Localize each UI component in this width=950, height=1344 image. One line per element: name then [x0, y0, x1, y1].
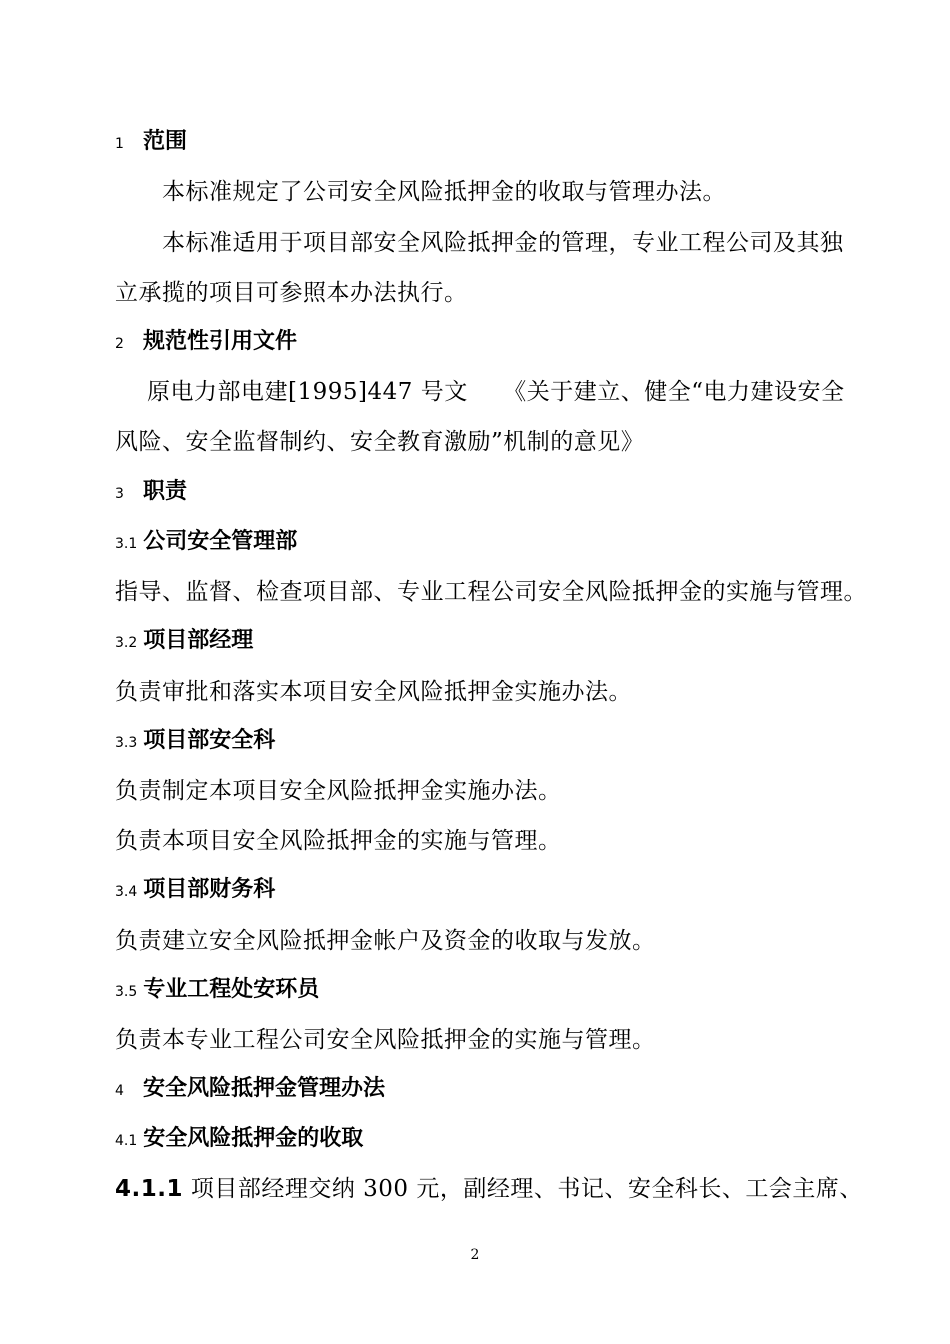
- section-title: 专业工程处安环员: [143, 977, 320, 1002]
- paragraph-continuation: 立承揽的项目可参照本办法执行。: [115, 280, 468, 306]
- paragraph: 本标准规定了公司安全风险抵押金的收取与管理办法。: [162, 179, 726, 205]
- section-title: 范围: [143, 129, 188, 154]
- section-title: 安全风险抵押金管理办法: [143, 1076, 386, 1101]
- section-number: 3.2: [115, 635, 138, 651]
- paragraph: 负责本项目安全风险抵押金的实施与管理。: [115, 828, 562, 854]
- section-1-heading: [115, 124, 187, 155]
- paragraph: 负责制定本项目安全风险抵押金实施办法。: [115, 778, 562, 804]
- section-title: 公司安全管理部: [143, 529, 298, 554]
- section-number: 4.1: [115, 1133, 138, 1149]
- paragraph: 原电力部电建[1995]447 号文 《关于建立、健全“电力建设安全: [147, 379, 845, 405]
- paragraph: 指导、监督、检查项目部、专业工程公司安全风险抵押金的实施与管理。: [115, 579, 867, 605]
- section-title: 职责: [143, 479, 188, 504]
- section-2-heading: [115, 324, 297, 355]
- paragraph-continuation: 风险、安全监督制约、安全教育激励”机制的意见》: [115, 429, 645, 455]
- clause-number: 4.1.1: [115, 1176, 183, 1202]
- section-number: 3.4: [115, 884, 138, 900]
- section-3-5-heading: [115, 972, 319, 1003]
- section-number: 3.3: [115, 735, 138, 751]
- paragraph: 本标准适用于项目部安全风险抵押金的管理，专业工程公司及其独: [162, 230, 844, 256]
- section-number: 3: [115, 486, 124, 502]
- clause-text: 项目部经理交纳 300 元，副经理、书记、安全科长、工会主席、: [190, 1176, 863, 1202]
- section-3-1-heading: [115, 524, 297, 555]
- paragraph: 负责本专业工程公司安全风险抵押金的实施与管理。: [115, 1027, 656, 1053]
- section-title: 安全风险抵押金的收取: [143, 1126, 364, 1151]
- page-number: 2: [470, 1247, 480, 1263]
- section-title: 项目部安全科: [143, 728, 276, 753]
- section-3-3-heading: [115, 723, 275, 754]
- section-4-1-heading: [115, 1121, 363, 1152]
- section-title: 项目部经理: [143, 628, 254, 653]
- paragraph: 负责建立安全风险抵押金帐户及资金的收取与发放。: [115, 928, 656, 954]
- section-number: 4: [115, 1083, 124, 1099]
- section-4-heading: [115, 1071, 385, 1102]
- section-number: 3.1: [115, 536, 138, 552]
- section-3-heading: [115, 474, 187, 505]
- section-number: 3.5: [115, 984, 138, 1000]
- section-3-4-heading: [115, 872, 275, 903]
- section-number: 2: [115, 336, 124, 352]
- section-3-2-heading: [115, 623, 253, 654]
- section-title: 规范性引用文件: [143, 329, 298, 354]
- section-number: 1: [115, 136, 124, 152]
- clause-4-1-1: [115, 1170, 863, 1203]
- paragraph: 负责审批和落实本项目安全风险抵押金实施办法。: [115, 679, 632, 705]
- section-title: 项目部财务科: [143, 877, 276, 902]
